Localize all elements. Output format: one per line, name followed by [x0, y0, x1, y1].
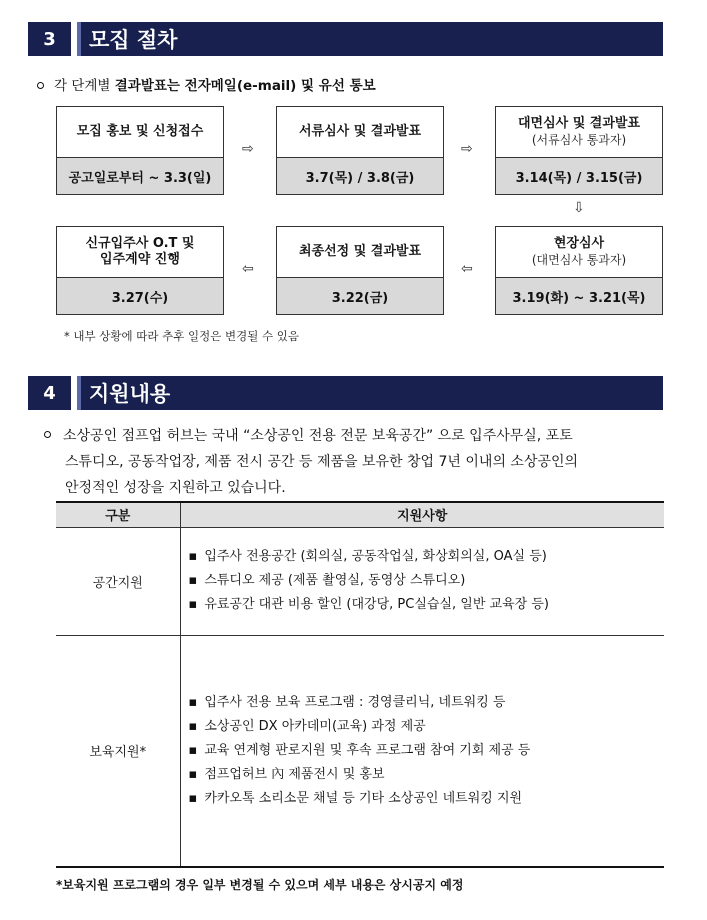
step-title: 서류심사 및 결과발표: [298, 124, 422, 139]
step-title: 대면심사 및 결과발표: [517, 116, 641, 131]
process-step: [495, 106, 663, 195]
list-item: ▪ 입주사 전용 보육 프로그램 : 경영클리닉, 네트워킹 등: [189, 691, 665, 715]
list-item: ▪ 점프업허브 內 제품전시 및 홍보: [189, 763, 665, 787]
step-title: 신규입주사 O.T 및 입주계약 진행: [85, 236, 195, 267]
list-item: ▪ 교육 연계형 판로지원 및 후속 프로그램 참여 기회 제공 등: [189, 739, 665, 763]
row-category: 공간지원: [56, 527, 180, 635]
support-intro-paragraph: [44, 423, 669, 501]
process-step: [495, 226, 663, 315]
process-step: [56, 106, 224, 195]
row-details: [180, 527, 664, 635]
arrow-right-icon: ⇨: [461, 141, 473, 157]
step-title: 모집 홍보 및 신청접수: [76, 124, 204, 139]
step-title-box: [496, 107, 662, 158]
table-row: [56, 635, 664, 867]
arrow-down-icon: ⇩: [573, 200, 585, 216]
step-title-box: [496, 227, 662, 278]
column-header-details: 지원사항: [180, 502, 664, 527]
step-date: 3.7(목) / 3.8(금): [277, 158, 443, 194]
support-table: [56, 501, 664, 868]
title-accent: [77, 22, 81, 56]
step-date: 3.14(목) / 3.15(금): [496, 158, 662, 194]
schedule-note: * 내부 상황에 따라 추후 일정은 변경될 수 있음: [64, 329, 299, 343]
step-title-box: [57, 107, 223, 158]
detail-list: [189, 545, 665, 617]
step-date: 공고일로부터 ~ 3.3(일): [57, 158, 223, 194]
paragraph-line: 스튜디오, 공동작업장, 제품 전시 공간 등 제품을 보유한 창업 7년 이내의 소상공인의: [65, 454, 579, 470]
list-item: ▪ 카카오톡 소리소문 채널 등 기타 소상공인 네트워킹 지원: [189, 787, 665, 811]
step-date: 3.27(수): [57, 278, 223, 314]
step-subtitle: (서류심사 통과자): [531, 133, 627, 147]
support-footnote: *보육지원 프로그램의 경우 일부 변경될 수 있으며 세부 내용은 상시공지 예정: [56, 878, 464, 892]
step-title: 현장심사: [553, 236, 605, 251]
step-date: 3.19(화) ~ 3.21(목): [496, 278, 662, 314]
list-item: ▪ 유료공간 대관 비용 할인 (대강당, PC실습실, 일반 교육장 등): [189, 593, 665, 617]
column-header-category: 구분: [56, 502, 180, 527]
detail-list: [189, 691, 665, 811]
result-notice-bold: 결과발표는 전자메일(e-mail) 및 유선 통보: [114, 78, 376, 94]
list-item: ▪ 입주사 전용공간 (회의실, 공동작업실, 화상회의실, OA실 등): [189, 545, 665, 569]
section-title-bar: [77, 376, 663, 410]
step-date: 3.22(금): [277, 278, 443, 314]
list-item: ▪ 소상공인 DX 아카데미(교육) 과정 제공: [189, 715, 665, 739]
step-title-box: [57, 227, 223, 278]
circle-bullet-icon: [44, 431, 51, 438]
list-item: ▪ 스튜디오 제공 (제품 촬영실, 동영상 스튜디오): [189, 569, 665, 593]
table-header-row: [56, 502, 664, 527]
section-title: 모집 절차: [89, 28, 178, 52]
row-category: 보육지원*: [56, 635, 180, 867]
process-step: [276, 226, 444, 315]
circle-bullet-icon: [37, 82, 44, 89]
section-title-bar: [77, 22, 663, 56]
section-number: 4: [28, 376, 71, 410]
step-subtitle: (대면심사 통과자): [531, 253, 627, 267]
section-number: 3: [28, 22, 71, 56]
result-notice-prefix: 각 단계별: [54, 78, 115, 94]
result-notice: [37, 74, 376, 94]
table-row: [56, 527, 664, 635]
paragraph-text: 소상공인 점프업 허브는 국내 “소상공인 전용 전문 보육공간” 으로 입주사무실, 포토: [63, 428, 573, 444]
row-details: [180, 635, 664, 867]
paragraph-line: [44, 423, 669, 449]
process-step: [276, 106, 444, 195]
process-step: [56, 226, 224, 315]
arrow-right-icon: ⇨: [242, 141, 254, 157]
arrow-left-icon: ⇦: [461, 261, 473, 277]
step-title-box: [277, 227, 443, 278]
paragraph-line: 안정적인 성장을 지원하고 있습니다.: [65, 480, 286, 496]
step-title-box: [277, 107, 443, 158]
title-accent: [77, 376, 81, 410]
section-title: 지원내용: [89, 382, 171, 406]
step-title: 최종선정 및 결과발표: [298, 244, 422, 259]
arrow-left-icon: ⇦: [242, 261, 254, 277]
